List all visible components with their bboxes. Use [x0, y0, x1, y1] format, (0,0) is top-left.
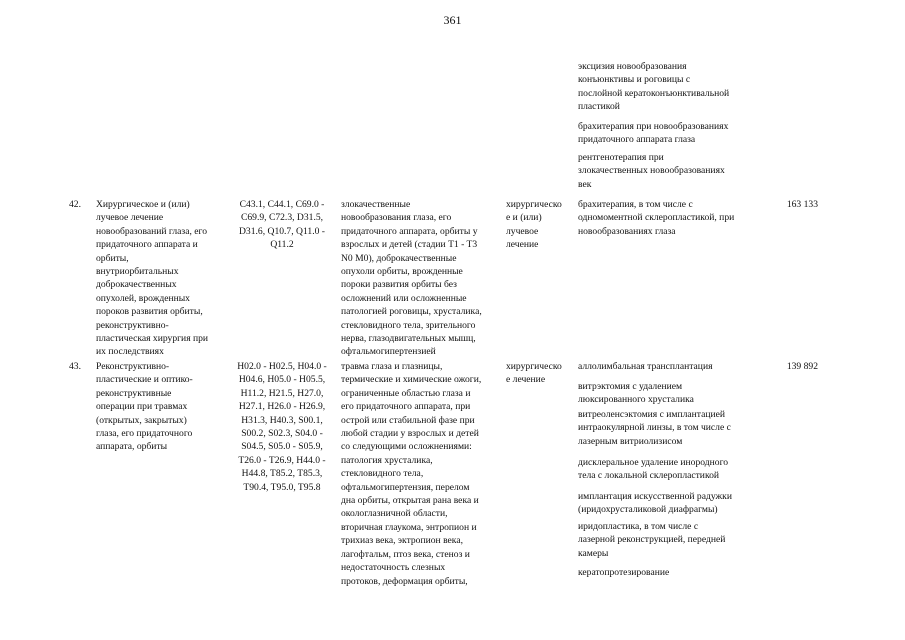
patient-model-line: нерва, глазодвигательных мышц,	[341, 333, 476, 345]
service-name-line: операции при травмах	[96, 401, 188, 413]
treatment-method-line: новообразованиях глаза	[578, 225, 676, 237]
treatment-method-line: аллолимбальная трансплантация	[578, 361, 713, 372]
treatment-type	[506, 360, 562, 387]
treatment-type-line: лучевое	[506, 225, 539, 237]
icd-codes-line: T26.0 - T26.9, H44.0 -	[238, 454, 326, 466]
patient-model	[341, 198, 482, 359]
continuation-method-line: пластикой	[578, 101, 620, 113]
patient-model-line: термические и химические ожоги,	[341, 374, 482, 386]
patient-model-line: любой стадии у взрослых и детей	[341, 428, 479, 440]
service-name-line: орбиты,	[96, 252, 129, 264]
patient-model-line: опухоли орбиты, врожденные	[341, 266, 463, 278]
patient-model-line: придаточного аппарата, орбиты у	[341, 225, 478, 237]
service-name-line: Реконструктивно-	[96, 361, 170, 372]
icd-codes-line: H04.6, H05.0 - H05.5,	[238, 374, 326, 386]
patient-model-line: N0 M0), доброкачественные	[341, 252, 457, 264]
patient-model-line: со следующими осложнениями:	[341, 441, 472, 453]
service-name	[96, 360, 193, 454]
icd-codes	[228, 198, 336, 252]
icd-codes-line: H31.3, H40.3, S00.1,	[241, 414, 323, 426]
service-name-line: (открытых, закрытых)	[96, 414, 187, 426]
patient-model-line: недостаточность слезных	[341, 562, 446, 574]
icd-codes-line: T90.4, T95.0, T95.8	[243, 481, 321, 493]
treatment-type	[506, 198, 562, 252]
treatment-method	[578, 490, 732, 517]
patient-model-line: окологлазничной области,	[341, 508, 448, 520]
cost-value: 163 133	[786, 199, 818, 210]
treatment-method	[578, 198, 734, 238]
patient-model-line: протоков, деформация орбиты,	[341, 575, 468, 587]
treatment-type-line: хирургическо	[506, 361, 562, 372]
icd-codes-line: H11.2, H21.5, H27.0,	[240, 387, 324, 399]
service-name-line: аппарата, орбиты	[96, 441, 168, 453]
treatment-method-line: одномоментной склеропластикой, при	[578, 212, 735, 224]
treatment-method-line: дисклеральное удаление инородного	[578, 457, 729, 468]
service-name-line: новообразований глаза, его	[96, 225, 208, 237]
icd-codes-line: C69.9, C72.3, D31.5,	[240, 212, 324, 224]
treatment-type-line: хирургическо	[506, 199, 562, 210]
patient-model-line: его придаточного аппарата, при	[341, 401, 471, 413]
continuation-method	[578, 151, 725, 191]
icd-codes-line: S00.2, S02.3, S04.0 -	[241, 428, 323, 440]
continuation-method-line: конъюнктивы и роговицы с	[578, 74, 691, 86]
icd-codes-line: H27.1, H26.0 - H26.9,	[238, 401, 326, 413]
page-number: 361	[443, 13, 462, 27]
service-name-line: пластические и оптико-	[96, 374, 193, 386]
continuation-method-line: век	[578, 178, 592, 190]
patient-model-line: вторичная глаукома, энтропион и	[341, 521, 477, 533]
patient-model-line: лагофтальм, птоз века, стеноз и	[341, 548, 470, 560]
service-name-line: глаза, его придаточного	[96, 428, 193, 440]
icd-codes-line: H44.8, T85.2, T85.3,	[241, 468, 323, 480]
patient-model-line: патологией роговицы, хрусталика,	[341, 306, 482, 318]
treatment-method	[578, 360, 713, 373]
service-name-line: пластическая хирургия при	[96, 333, 209, 345]
icd-codes-line: D31.6, Q10.7, Q11.0 -	[239, 225, 325, 237]
treatment-method-line: кератопротезирование	[578, 567, 670, 578]
service-name-line: доброкачественных	[96, 279, 177, 291]
treatment-type-line: е и (или)	[506, 212, 542, 224]
service-name-line: опухолей, врожденных	[96, 292, 190, 304]
icd-codes-line: S04.5, S05.0 - S05.9,	[241, 441, 323, 453]
patient-model-line: ограниченные областью глаза и	[341, 387, 471, 399]
treatment-type-line: е лечение	[506, 374, 546, 386]
treatment-method	[578, 520, 725, 560]
treatment-method	[578, 408, 731, 448]
treatment-method-line: лазерным витриолизисом	[578, 435, 683, 447]
service-name-line: пороков развития орбиты,	[96, 306, 203, 318]
row-number: 43.	[69, 361, 81, 372]
treatment-method	[578, 456, 728, 483]
treatment-method-line: люксированного хрусталика	[578, 394, 694, 406]
treatment-method-line: витрэктомия с удалением	[578, 381, 683, 392]
patient-model-line: офтальмогипертензия, перелом	[341, 481, 470, 493]
icd-codes-line: Q11.2	[270, 239, 294, 251]
treatment-method	[578, 380, 694, 407]
patient-model-line: острой или стабильной фазе при	[341, 414, 475, 426]
patient-model-line: трихиаз века, эктропион века,	[341, 535, 463, 547]
patient-model-line: осложнений или осложненные	[341, 292, 467, 304]
icd-codes	[228, 360, 336, 494]
treatment-method-line: имплантация искусственной радужки	[578, 491, 732, 502]
continuation-method-line: злокачественных новообразованиях	[578, 165, 725, 177]
patient-model-line: стекловидного тела,	[341, 468, 424, 480]
treatment-type-line: лечение	[506, 239, 539, 251]
service-name-line: Хирургическое и (или)	[96, 199, 190, 210]
service-name-line: лучевое лечение	[96, 212, 164, 224]
treatment-method-line: иридопластика, в том числе с	[578, 521, 699, 532]
continuation-method	[578, 60, 729, 114]
service-name-line: реконструктивные	[96, 387, 172, 399]
treatment-method-line: тела с локальной склеропластикой	[578, 470, 720, 482]
service-name-line: их последствиях	[96, 346, 164, 358]
continuation-method	[578, 120, 728, 147]
patient-model-line: травма глаза и глазницы,	[341, 361, 443, 372]
service-name-line: придаточного аппарата и	[96, 239, 198, 251]
patient-model-line: стекловидного тела, зрительного	[341, 319, 476, 331]
service-name	[96, 198, 208, 359]
patient-model-line: дна орбиты, открытая рана века и	[341, 495, 479, 507]
patient-model-line: пороки развития орбиты без	[341, 279, 457, 291]
treatment-method-line: лазерной реконструкцией, передней	[578, 534, 726, 546]
treatment-method-line: камеры	[578, 547, 609, 559]
patient-model-line: патология хрусталика,	[341, 454, 433, 466]
treatment-method-line: витреоленсэктомия с имплантацией	[578, 409, 726, 420]
patient-model-line: злокачественные	[341, 199, 411, 210]
patient-model-line: офтальмогипертензией	[341, 346, 436, 358]
row-number: 42.	[69, 199, 81, 210]
continuation-method-line: брахитерапия при новообразованиях	[578, 121, 729, 132]
continuation-method-line: рентгенотерапия при	[578, 152, 664, 163]
cost-value: 139 892	[786, 361, 818, 372]
continuation-method-line: послойной кератоконъюнктивальной	[578, 87, 730, 99]
icd-codes-line: C43.1, C44.1, C69.0 -	[239, 199, 325, 210]
treatment-method-line: (иридохрусталиковой диафрагмы)	[578, 504, 718, 516]
treatment-method	[578, 566, 669, 579]
treatment-method-line: брахитерапия, в том числе с	[578, 199, 693, 210]
patient-model	[341, 360, 481, 588]
service-name-line: внутриорбитальных	[96, 266, 179, 278]
patient-model-line: новообразования глаза, его	[341, 212, 452, 224]
continuation-method-line: эксцизия новообразования	[578, 61, 687, 72]
patient-model-line: взрослых и детей (стадии T1 - T3	[341, 239, 478, 251]
continuation-method-line: придаточного аппарата глаза	[578, 134, 696, 146]
service-name-line: реконструктивно-	[96, 319, 169, 331]
treatment-method-line: интраокулярной линзы, в том числе с	[578, 422, 731, 434]
icd-codes-line: H02.0 - H02.5, H04.0 -	[237, 361, 327, 372]
